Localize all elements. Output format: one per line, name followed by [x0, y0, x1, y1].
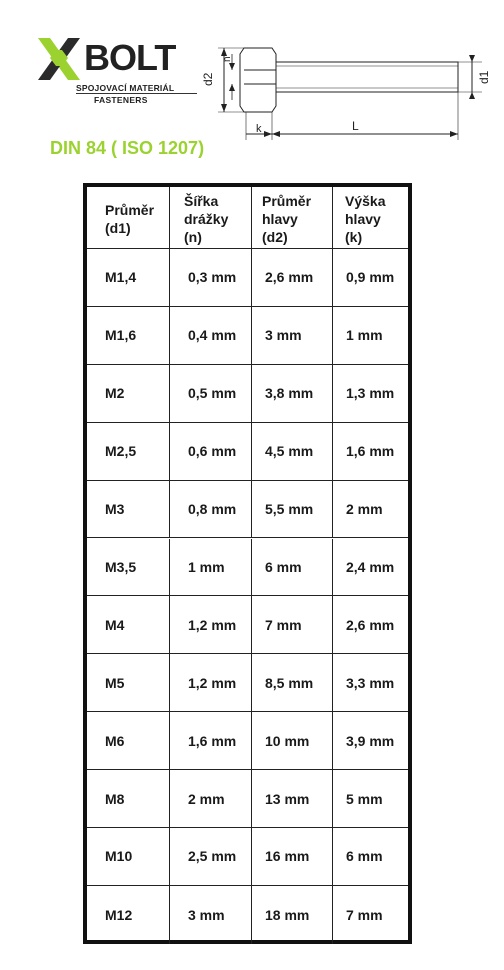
dimensions-table	[83, 183, 412, 944]
cell-slot-width: 0,3 mm	[169, 249, 251, 306]
cell-head-diameter: 10 mm	[251, 712, 332, 769]
brand-divider	[76, 93, 197, 94]
length-label: L	[352, 119, 359, 133]
header-head-height: Výška hlavy (k)	[332, 187, 408, 248]
cell-head-diameter: 13 mm	[251, 770, 332, 827]
brand-tagline: SPOJOVACÍ MATERIÁL	[76, 83, 175, 93]
cell-slot-width: 3 mm	[169, 886, 251, 944]
header-slot-width: Šířka drážky (n)	[169, 187, 251, 248]
cell-slot-width: 2,5 mm	[169, 828, 251, 885]
table-row	[87, 886, 408, 944]
table-row	[87, 249, 408, 307]
cell-head-height: 5 mm	[332, 770, 408, 827]
table-row	[87, 423, 408, 481]
cell-head-height: 0,9 mm	[332, 249, 408, 306]
cell-head-height: 7 mm	[332, 886, 408, 944]
screw-head	[240, 48, 276, 112]
table-row	[87, 596, 408, 654]
cell-head-diameter: 6 mm	[251, 539, 332, 596]
cell-diameter: M2	[105, 385, 125, 402]
cell-slot-width: 1,6 mm	[169, 712, 251, 769]
cell-diameter: M2,5	[105, 443, 137, 460]
cell-diameter: M5	[105, 674, 125, 691]
table-row	[87, 654, 408, 712]
cell-head-height: 2 mm	[332, 481, 408, 538]
cell-slot-width: 1 mm	[169, 539, 251, 596]
cell-head-height: 2,4 mm	[332, 539, 408, 596]
brand-name: BOLT	[84, 37, 176, 78]
cell-slot-width: 0,4 mm	[169, 307, 251, 364]
header-head-diameter: Průměr hlavy (d2)	[251, 187, 332, 248]
table-row	[87, 770, 408, 828]
cell-diameter: M3,5	[105, 558, 137, 575]
cell-head-height: 3,9 mm	[332, 712, 408, 769]
cell-head-diameter: 3 mm	[251, 307, 332, 364]
cell-slot-width: 0,8 mm	[169, 481, 251, 538]
table-row	[87, 539, 408, 597]
screw-technical-drawing	[196, 30, 496, 142]
cell-slot-width: 1,2 mm	[169, 654, 251, 711]
cell-diameter: M10	[105, 848, 133, 865]
brand-logo	[36, 36, 196, 108]
cell-head-diameter: 4,5 mm	[251, 423, 332, 480]
table-row	[87, 712, 408, 770]
table-row	[87, 307, 408, 365]
table-row	[87, 481, 408, 539]
cell-diameter: M4	[105, 616, 125, 633]
cell-slot-width: 0,5 mm	[169, 365, 251, 422]
cell-head-diameter: 7 mm	[251, 596, 332, 653]
cell-head-diameter: 16 mm	[251, 828, 332, 885]
cell-head-diameter: 5,5 mm	[251, 481, 332, 538]
d1-label: d1	[477, 70, 491, 84]
n-label: n	[222, 56, 233, 62]
cell-head-height: 2,6 mm	[332, 596, 408, 653]
cell-head-height: 1 mm	[332, 307, 408, 364]
screw-shank	[276, 62, 458, 92]
x-logo-mark	[36, 36, 82, 82]
cell-diameter: M1,4	[105, 269, 137, 286]
cell-slot-width: 2 mm	[169, 770, 251, 827]
cell-diameter: M12	[105, 906, 133, 923]
cell-slot-width: 0,6 mm	[169, 423, 251, 480]
cell-diameter: M3	[105, 501, 125, 518]
cell-head-diameter: 2,6 mm	[251, 249, 332, 306]
table-row	[87, 828, 408, 886]
cell-head-diameter: 18 mm	[251, 886, 332, 944]
cell-head-height: 6 mm	[332, 828, 408, 885]
cell-head-height: 1,6 mm	[332, 423, 408, 480]
k-label: k	[256, 123, 262, 135]
standard-label: DIN 84 ( ISO 1207)	[50, 138, 205, 158]
cell-diameter: M6	[105, 732, 125, 749]
table-header-row	[87, 187, 408, 249]
cell-slot-width: 1,2 mm	[169, 596, 251, 653]
cell-head-height: 3,3 mm	[332, 654, 408, 711]
cell-diameter: M8	[105, 790, 125, 807]
table-row	[87, 365, 408, 423]
d2-label: d2	[201, 72, 215, 86]
cell-head-diameter: 8,5 mm	[251, 654, 332, 711]
cell-head-height: 1,3 mm	[332, 365, 408, 422]
brand-subline: FASTENERS	[94, 95, 148, 105]
cell-head-diameter: 3,8 mm	[251, 365, 332, 422]
header-diameter: Průměr (d1)	[105, 202, 155, 236]
cell-diameter: M1,6	[105, 327, 137, 344]
